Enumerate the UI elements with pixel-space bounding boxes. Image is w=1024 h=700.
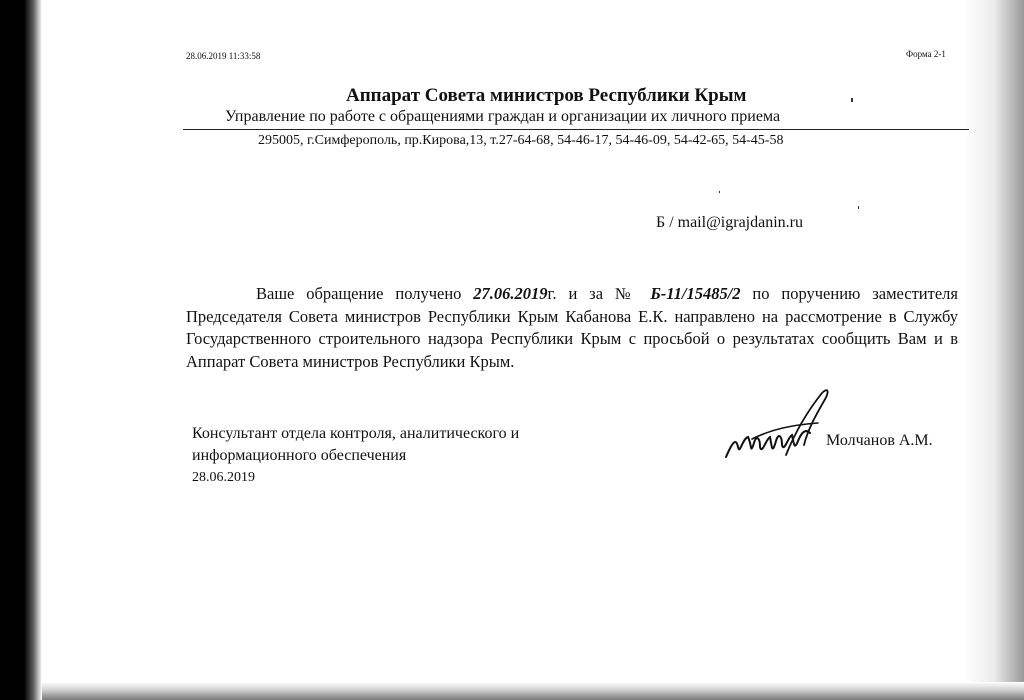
body-text: по поручению заместителя Председателя Совета министров Республики Крым Кабанова Е.К. направлено на рассмотрение в Службу Государственного строительного надзора Республики Крым с просьбой о результатах сообщить Вам и в Аппарат Совета министров Республики Крым. (186, 284, 958, 371)
recipient-line: Б / mail@igrajdanin.ru (656, 214, 803, 231)
address-line: 295005, г.Симферополь, пр.Кирова,13, т.27-64-68, 54-46-17, 54-46-09, 54-42-65, 54-45-58 (258, 133, 784, 148)
letter-body (186, 283, 958, 373)
scan-speck (858, 206, 859, 209)
received-date: 27.06.2019 (473, 284, 548, 303)
form-label: Форма 2-1 (906, 49, 946, 59)
scan-left-edge (0, 0, 42, 700)
body-year-suffix: г. и за № (547, 284, 651, 303)
print-timestamp: 28.06.2019 11:33:58 (186, 51, 261, 61)
signature-date: 28.06.2019 (192, 470, 255, 485)
scan-speck (851, 98, 853, 102)
body-intro: Ваше обращение получено (256, 284, 474, 303)
organization-title: Аппарат Совета министров Республики Крым (346, 85, 747, 106)
department-subtitle: Управление по работе с обращениями граждан и организации их личного приема (225, 108, 781, 125)
handwritten-signature (722, 385, 842, 465)
scan-right-edge (964, 0, 1024, 700)
letterhead-divider (183, 129, 969, 130)
registration-number: Б-11/15485/2 (650, 284, 741, 303)
scan-speck (719, 191, 720, 193)
scan-bottom-edge (42, 682, 1024, 700)
signer-position: Консультант отдела контроля, аналитического и информационного обеспечения (192, 425, 520, 464)
signer-name: Молчанов А.М. (826, 432, 933, 449)
